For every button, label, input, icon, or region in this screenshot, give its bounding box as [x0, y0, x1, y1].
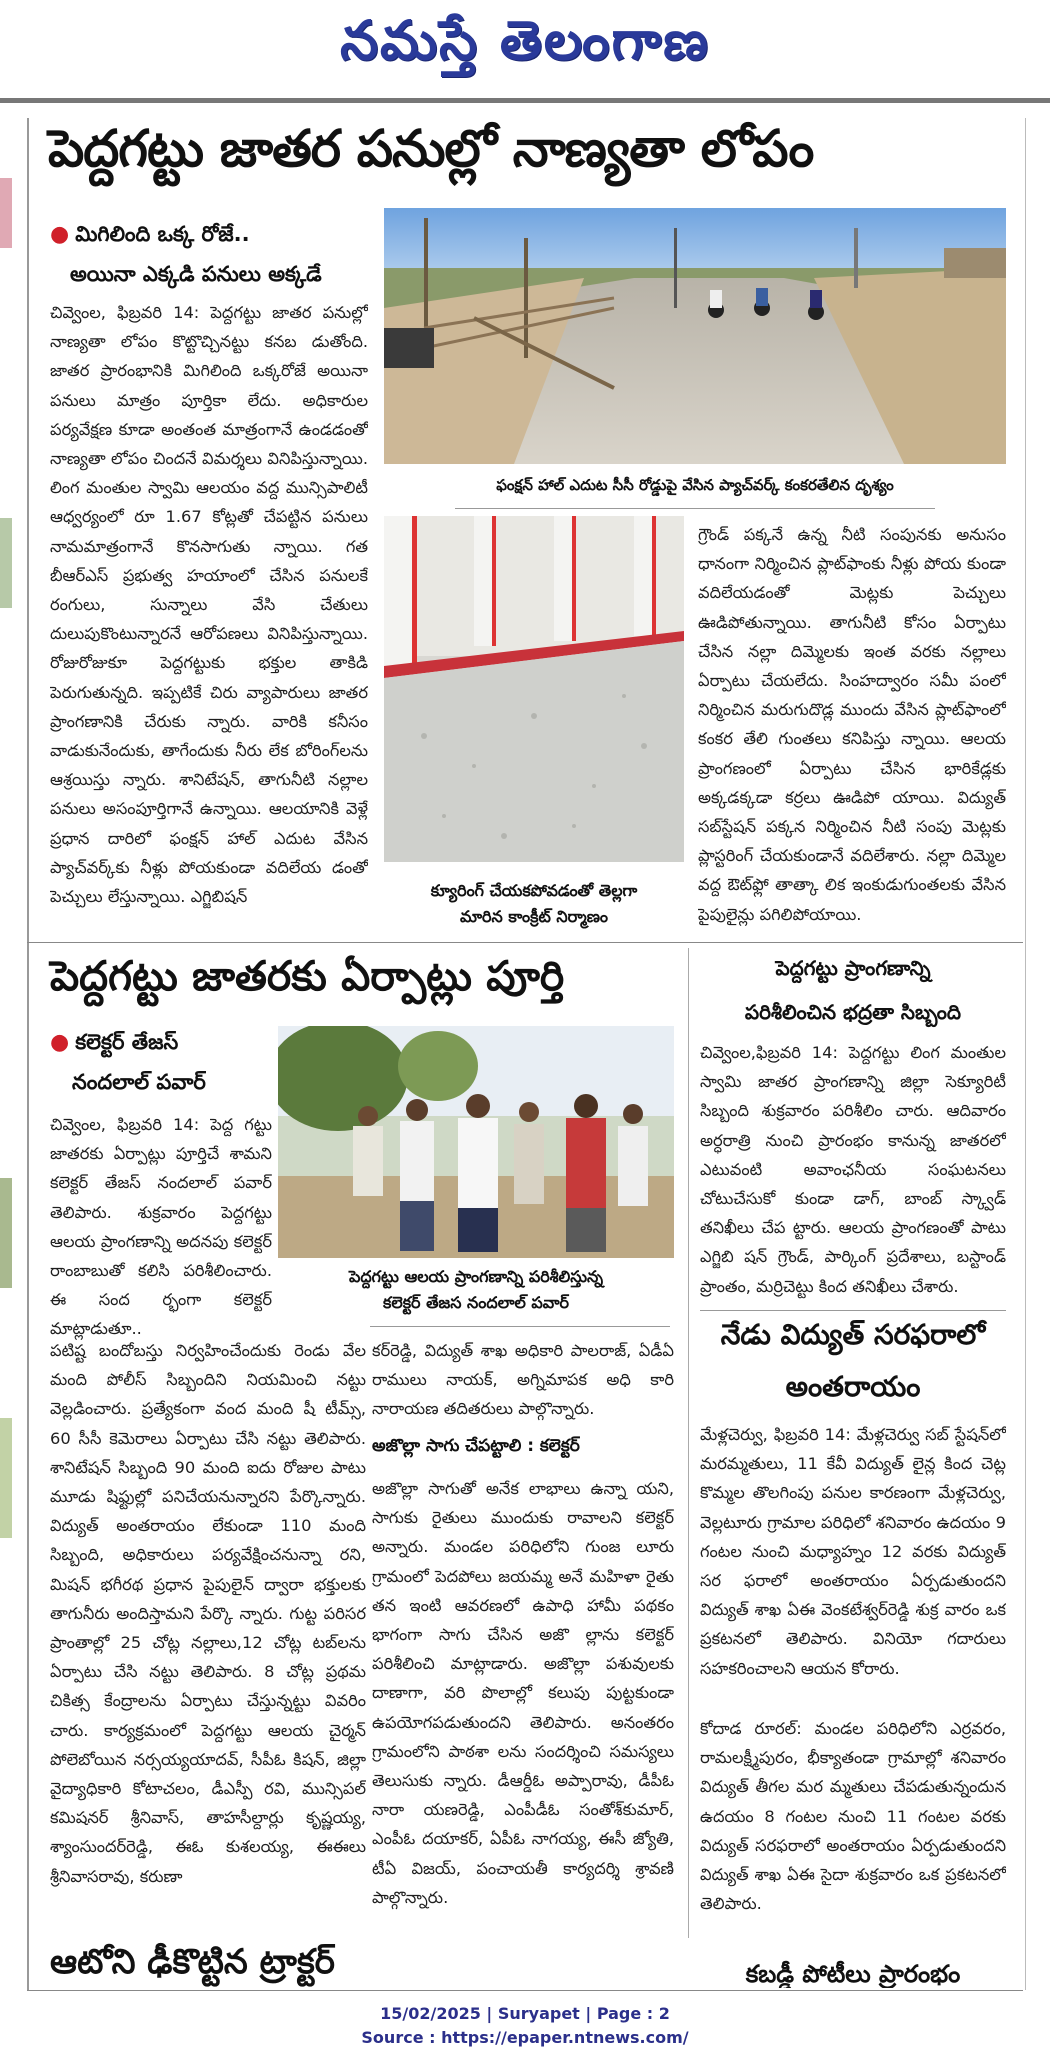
- story2-column-2-top: కర్‌రెడ్డి, విద్యుత్ శాఖ అధికారి పాలరాజ్, ఏడీఏ రాములు నాయక్, అగ్నిమాపక అధి కారి నారాయణ తదితరులు పాల్గొన్నారు.: [372, 1341, 674, 1419]
- bullet-icon: ●: [50, 222, 70, 247]
- collector-photo-illustration: [278, 1026, 674, 1258]
- page-bottom-rule: [27, 1990, 1023, 1991]
- caption-underline: [455, 508, 935, 509]
- newspaper-title: నమస్తే తెలంగాణ: [340, 8, 710, 72]
- story2-subhead: అజొల్లా సాగు చేపట్టాలి : కలెక్టర్: [372, 1436, 580, 1456]
- story4-headline-1: నేడు విద్యుత్ సరఫరాలో: [720, 1318, 986, 1351]
- story4-body: మేళ్లచెర్వు, ఫిబ్రవరి 14: మేళ్లచెర్వు సబ్ స్టేషన్‌లో మరమ్మతులు, 11 కేవీ విద్యుత్ లైన్ల కింద చెట్ల కొమ్మల తొలగింపు పనుల కారణంగా మేళ్లచెర్వు, వెల్లటూరు గ్రామాల పరిధిలో శనివారం ఉదయం 9 గంటల నుంచి మధ్యాహ్నం 12 వరకు విద్యుత్ సర ఫరాలో అంతరాయం ఏర్పడుతుందని విద్యుత్ శాఖ ఏఈ వెంకటేశ్వర్‌రెడ్డి శుక్ర వారం ఒక ప్రకటనలో తెలిపారు. వినియో గదారులు సహకరించాలని ఆయన కోరారు.: [700, 1425, 1006, 1678]
- column-divider: [688, 948, 689, 1938]
- road-photo-illustration: [384, 208, 1006, 464]
- road-patchwork-photo: [384, 208, 1006, 464]
- road-photo-caption: ఫంక్షన్ హాల్ ఎదుట సీసీ రోడ్డుపై వేసిన ప్యాచ్‌వర్క్ కంకరతేలిన దృశ్యం: [496, 476, 894, 494]
- concrete-structure-photo: [384, 516, 684, 862]
- masthead-divider: [0, 98, 1050, 103]
- story3-headline-1: పెద్దగట్టు ప్రాంగణాన్ని: [775, 956, 931, 980]
- masthead: [0, 0, 1050, 100]
- section-divider: [700, 1310, 1006, 1311]
- story2-column-1: పటిష్ట బందోబస్తు నిర్వహించేందుకు రెండు వేల మంది పోలీస్ సిబ్బందిని నియమించి నట్టు వెల్లడించారు. ప్రత్యేకంగా వంద మంది షీ టీమ్స్, 60 సీసీ కెమెరాలు ఏర్పాటు చేసి నట్టు తెలిపారు. శానిటేషన్ సిబ్బంది 90 మంది ఐదు రోజుల పాటు మూడు షిఫ్టుల్లో పనిచేయనున్నారని పేర్కొన్నారు. విద్యుత్ అంతరాయం లేకుండా 110 మంది సిబ్బంది, అధికారులు పర్యవేక్షించనున్నా రని, మిషన్ భగీరథ ప్రధాన పైపులైన్ ద్వారా భక్తులకు తాగునీరు అందిస్తామని పేర్కొ న్నారు. గుట్ట పరిసర ప్రాంతాల్లో 25 చోట్ల నల్లాలు,12 చోట్ల టబ్‌లను ఏర్పాటు చేసి నట్టు తెలిపారు. 8 చోట్ల ప్రథమ చికిత్స కేంద్రాలను ఏర్పాటు చేస్తున్నట్టు వివరిం చారు. కార్యక్రమంలో పెద్దగట్టు ఆలయ చైర్మన్ పోలెబోయిన నర్సయ్యయాదవ్, సీపీఓ కిషన్, జిల్లా వైద్యాధికారి కోటాచలం, డీఎస్పీ రవి, మున్సిపల్ కమిషనర్ శ్రీనివాస్, తాహసీల్దార్లు కృష్ణయ్య, శ్యాంసుందర్‌రెడ్డి, ఈఓ కుశలయ్య, ఈఈలు శ్రీనివాసరావు, కరుణా: [50, 1341, 366, 1886]
- story2-column-2-bottom: అజొల్లా సాగుతో అనేక లాభాలు ఉన్నా యని, సాగుకు రైతులు ముందుకు రావాలని కలెక్టర్ అన్నారు. మండల పరిధిలోని గుంజ లూరు గ్రామంలో పెదపోలు జయమ్మ అనే మహిళా రైతు తన ఇంటి ఆవరణలో ఉపాధి హామీ పథకం భాగంగా సాగు చేసిన అజొ ల్లాను కలెక్టర్ పరిశీలించి మాట్లాడారు. అజొల్లా పశువులకు దాణాగా, వరి పొలాల్లో కలుపు పుట్టకుండా ఉపయోగపడుతుందని తెలిపారు. అనంతరం గ్రామంలోని పాఠశా లను సందర్శించి సమస్యలు తెలుసుకు న్నారు. డీఆర్డీఓ అప్పారావు, డీపీఓ నారా యణరెడ్డి, ఎంపీడీఓ సంతోశ్‌కుమార్, ఎంపీఓ దయాకర్, ఏపీఓ నాగయ్య, ఈసీ జ్యోతి, టీఏ విజయ్, పంచాయతీ కార్యదర్శి శ్రావణి పాల్గొన్నారు.: [372, 1479, 674, 1907]
- story3-body: చివ్వెంల,ఫిబ్రవరి 14: పెద్దగట్టు లింగ మంతుల స్వామి జాతర ప్రాంగణాన్ని జిల్లా సెక్యూరిటీ సిబ్బంది శుక్రవారం పరిశీలిం చారు. ఆదివారం అర్ధరాత్రి నుంచి ప్రారంభం కానున్న జాతరలో ఎటువంటి అవాంఛనీయ సంఘటనలు చోటుచేసుకో కుండా డాగ్, బాంబ్ స్క్వాడ్ తనిఖీలు చేప ట్టారు. ఆలయ ప్రాంగణంతో పాటు ఎగ్జిబి షన్ గ్రౌండ్, పార్కింగ్ ప్రదేశాలు, బస్టాండ్ ప్రాంతం, మర్రిచెట్టు కింద తనిఖీలు చేశారు.: [700, 1043, 1006, 1296]
- story6-headline: కబడ్డీ పోటీలు ప్రారంభం: [745, 1960, 961, 1988]
- story1-kicker-2: అయినా ఎక్కడి పనులు అక్కడే: [70, 262, 322, 286]
- adjacent-page-edge: [0, 118, 14, 1990]
- story1-column-3: గ్రౌండ్ పక్కనే ఉన్న నీటి సంపునకు అనుసం ధానంగా నిర్మించిన ప్లాట్‌ఫాంకు నీళ్లు పోయ కుండా వదిలేయడంతో మెట్లకు పెచ్చులు ఊడిపోతున్నాయి. తాగునీటి కోసం ఏర్పాటు చేసిన నల్లా దిమ్మెలకు ఇంత వరకు నల్లాలు ఏర్పాటు చేయలేదు. సింహద్వారం సమీ పంలో నిర్మించిన మరుగుదొడ్ల ముందు వేసిన ప్లాట్‌ఫాంలో కంకర తేలి గుంతలు కనిపిస్తు న్నాయి. ఆలయ ప్రాంగణంలో ఏర్పాటు చేసిన భారికేడ్లకు అక్కడక్కడా కర్రలు ఊడిపో యాయి. విద్యుత్ సబ్‌స్టేషన్ పక్కన నిర్మించిన నీటి సంపు మెట్లకు ప్లాస్టరింగ్ చేయకుండానే వదిలేశారు. నల్లా దిమ్మెల వద్ద ఔట్‌ఫ్లో తాత్కా లిక ఇంకుడుగుంతలకు వేసిన పైపులైన్లు పగిలిపోయాయి.: [698, 525, 1006, 924]
- kicker-text: మిగిలింది ఒక్క రోజే..: [75, 222, 250, 246]
- bullet-icon: ●: [50, 1030, 70, 1055]
- collector-photo-caption-2: కలెక్టర్ తేజస నందలాల్ పవార్: [383, 1293, 569, 1312]
- story2-headline: పెద్దగట్టు జాతరకు ఏర్పాట్లు పూర్తి: [50, 952, 565, 1000]
- story1-kicker-1: [50, 222, 250, 252]
- story3-headline-2: పరిశీలించిన భద్రతా సిబ్బంది: [744, 1000, 962, 1024]
- story1-headline: పెద్దగట్టు జాతర పనుల్లో నాణ్యతా లోపం: [48, 120, 814, 179]
- collector-photo-caption-1: పెద్దగట్టు ఆలయ ప్రాంగణాన్ని పరిశీలిస్తున్న: [348, 1267, 604, 1286]
- concrete-photo-illustration: [384, 516, 684, 862]
- caption-underline: [370, 1326, 670, 1327]
- section-divider: [27, 942, 1023, 943]
- footer-dateline: 15/02/2025 | Suryapet | Page : 2: [380, 2004, 670, 2023]
- story4-headline-2: అంతరాయం: [785, 1370, 921, 1403]
- footer-source: Source : https://epaper.ntnews.com/: [361, 2028, 689, 2047]
- kicker-text: కలెక్టర్ తేజస్: [75, 1030, 179, 1054]
- story5-headline: ఆటోని ఢీకొట్టిన ట్రాక్టర్: [50, 1942, 335, 1982]
- collector-inspection-photo: [278, 1026, 674, 1258]
- story2-kicker-2: నందలాల్ పవార్: [72, 1070, 206, 1094]
- story2-kicker-1: [50, 1030, 178, 1060]
- story1-column-1: చివ్వెంల, ఫిబ్రవరి 14: పెద్దగట్టు జాతర పనుల్లో నాణ్యతా లోపం కొట్టొచ్చినట్టు కనబ డుతోంది. జాతర ప్రారంభానికి మిగిలింది ఒక్కరోజే అయినా పనులు మాత్రం పూర్తికా లేదు. అధికారుల పర్యవేక్షణ కూడా అంతంత మాత్రంగానే ఉండడంతో నాణ్యతా లోపం చిందనే విమర్శలు వినిపిస్తున్నాయి. లింగ మంతుల స్వామి ఆలయం వద్ద మున్సిపాలిటీ ఆధ్వర్యంలో రూ 1.67 కోట్లతో చేపట్టిన పనులు నామమాత్రంగానే కొనసాగుతు న్నాయి. గత బీఆర్ఎస్ ప్రభుత్వ హయాంలో చేసిన పనులకే రంగులు, సున్నాలు వేసి చేతులు దులుపుకొంటున్నారనే ఆరోపణలు వినిపిస్తున్నాయి. రోజురోజుకూ పెద్దగట్టుకు భక్తుల తాకిడి పెరుగుతున్నది. ఇప్పటికే చిరు వ్యాపారులు జాతర ప్రాంగణానికి చేరుకు న్నారు. వారికి కనీసం వాడుకునేందుకు, తాగేందుకు నీరు లేక బోరింగ్‌లను ఆశ్రయిస్తు న్నారు. శానిటేషన్, తాగునీటి నల్లాల పనులు అసంపూర్తిగానే ఉన్నాయి. ఆలయానికి వెళ్లే ప్రధాన దారిలో ఫంక్షన్ హాల్ ఎదుట వేసిన ప్యాచ్‌వర్క్‌కు నీళ్లు పోయకుండా వదిలేయ డంతో పెచ్చులు లేస్తున్నాయి. ఎగ్జిబిషన్: [50, 303, 368, 907]
- story2-intro: చివ్వెంల, ఫిబ్రవరి 14: పెద్ద గట్టు జాతరకు ఏర్పాట్లు పూర్తిచే శామని కలెక్టర్ తేజస్ నందలాల్ పవార్ తెలిపారు. శుక్రవారం పెద్దగట్టు ఆలయ ప్రాంగణాన్ని అదనపు కలెక్టర్ రాంబాబుతో కలిసి పరిశీలించారు. ఈ సంద ర్భంగా కలెక్టర్ మాట్లాడుతూ..: [50, 1115, 272, 1339]
- story4-body-2: కోదాడ రూరల్: మండల పరిధిలోని ఎర్రవరం, రామలక్ష్మీపురం, భీక్యాతండా గ్రామాల్లో శనివారం విద్యుత్ తీగల మర మ్మతులు చేపడుతున్నందున ఉదయం 8 గంటల నుంచి 11 గంటల వరకు విద్యుత్ సరఫరాలో అంతరాయం ఏర్పడుతుందని విద్యుత్ శాఖ ఏఈ సైదా శుక్రవారం ఒక ప్రకటనలో తెలిపారు.: [700, 1719, 1006, 1914]
- concrete-photo-caption-1: క్యూరింగ్ చేయకపోవడంతో తెల్లగా: [430, 881, 638, 900]
- concrete-photo-caption-2: మారిన కాంక్రీట్ నిర్మాణం: [459, 907, 609, 926]
